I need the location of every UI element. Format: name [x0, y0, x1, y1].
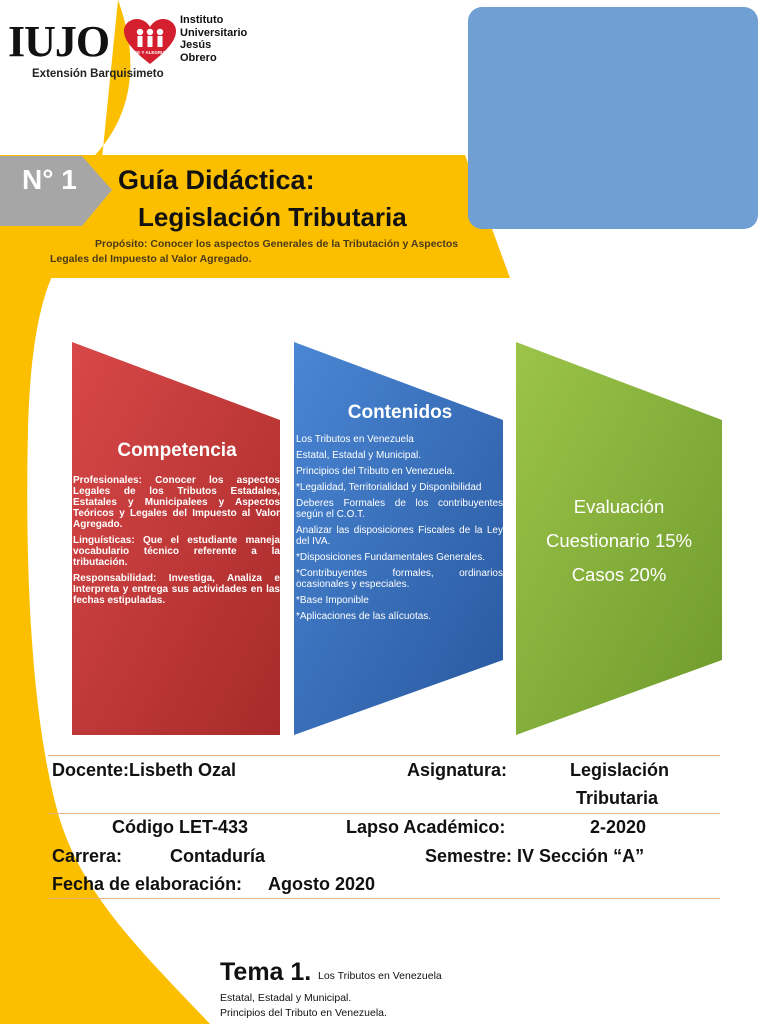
contenidos-title: Contenidos	[347, 402, 453, 423]
institute-line: Obrero	[180, 51, 217, 64]
carrera-value: Contaduría	[170, 846, 266, 866]
competencia-paragraph: Linguísticas: Que el estudiante maneja vocabulario técnico referente a la tributación.	[73, 535, 280, 568]
codigo-label: Código LET-433	[112, 817, 249, 837]
info-bottom-rule	[48, 898, 720, 899]
contenidos-body	[296, 434, 503, 627]
institute-name	[180, 14, 248, 64]
institute-line: Instituto	[180, 14, 224, 26]
heart-logo-icon	[122, 18, 178, 66]
contenidos-item: Analizar las disposiciones Fiscales de la Ley del IVA.	[296, 525, 503, 547]
fecha-value: Agosto 2020	[268, 874, 376, 894]
fecha-label: Fecha de elaboración:	[52, 874, 243, 894]
competencia-paragraph: Responsabilidad: Investiga, Analiza e Interpreta y entrega sus actividades en las fechas estipuladas.	[73, 573, 280, 606]
asignatura-label: Asignatura:	[407, 760, 508, 780]
institute-line: Jesús	[180, 39, 212, 51]
institute-line: Universitario	[180, 26, 248, 39]
semestre-label: Semestre: IV Sección “A”	[425, 846, 645, 866]
contenidos-item: Principios del Tributo en Venezuela.	[296, 466, 455, 477]
info-mid-rule	[48, 813, 720, 814]
extension-label: Extensión Barquisimeto	[32, 68, 164, 80]
carrera-label: Carrera:	[52, 846, 123, 866]
tema-line-2: Principios del Tributo en Venezuela.	[220, 1007, 387, 1019]
tema-subtitle: Los Tributos en Venezuela	[318, 970, 442, 982]
lapso-value: 2-2020	[590, 817, 647, 837]
competencia-title: Competencia	[117, 440, 237, 461]
contenidos-item: *Disposiciones Fundamentales Generales.	[296, 552, 485, 563]
evaluacion-cuestionario: Cuestionario 15%	[545, 530, 693, 551]
header-image-box	[468, 7, 758, 229]
guide-title: Guía Didáctica:	[118, 165, 315, 195]
tema-title: Tema 1.	[220, 958, 312, 986]
lapso-label: Lapso Académico:	[346, 817, 506, 837]
contenidos-item: Deberes Formales de los contribuyentes según el C.O.T.	[296, 498, 503, 520]
competencia-paragraph: Profesionales: Conocer los aspectos Legales de los Tributos Estadales, Estatales y Municipalees y Aspectos Teóricos y Legales del Impuesto al Valor Agregado.	[73, 475, 280, 530]
heart-logo-text: FE Y ALEGRIA	[134, 50, 166, 55]
docente-label: Docente:Lisbeth Ozal	[52, 760, 237, 780]
contenidos-item: Estatal, Estadal y Municipal.	[296, 450, 422, 461]
logo-wordmark: IUJO	[8, 17, 110, 66]
contenidos-item: *Base Imponible	[296, 595, 369, 606]
evaluacion-title: Evaluación	[573, 496, 665, 517]
guide-number: N° 1	[22, 164, 77, 195]
tema-line-1: Estatal, Estadal y Municipal.	[220, 992, 352, 1004]
evaluacion-block	[520, 490, 718, 592]
contenidos-item: Los Tributos en Venezuela	[296, 434, 414, 445]
evaluacion-casos: Casos 20%	[571, 564, 667, 585]
asignatura-value-line1: Legislación	[570, 760, 670, 780]
asignatura-value-line2: Tributaria	[576, 788, 659, 808]
purpose-text: Propósito: Conocer los aspectos Generales de la Tributación y Aspectos Legales del Impuesto al Valor Agregado.	[50, 238, 459, 265]
contenidos-item: *Contribuyentes formales, ordinarios ocasionales y especiales.	[296, 568, 503, 590]
competencia-body	[73, 475, 280, 611]
contenidos-item: *Legalidad, Territorialidad y Disponibilidad	[296, 482, 482, 493]
guide-subtitle: Legislación Tributaria	[138, 202, 407, 232]
contenidos-item: *Aplicaciones de las alícuotas.	[296, 611, 432, 622]
info-top-rule	[48, 755, 720, 756]
